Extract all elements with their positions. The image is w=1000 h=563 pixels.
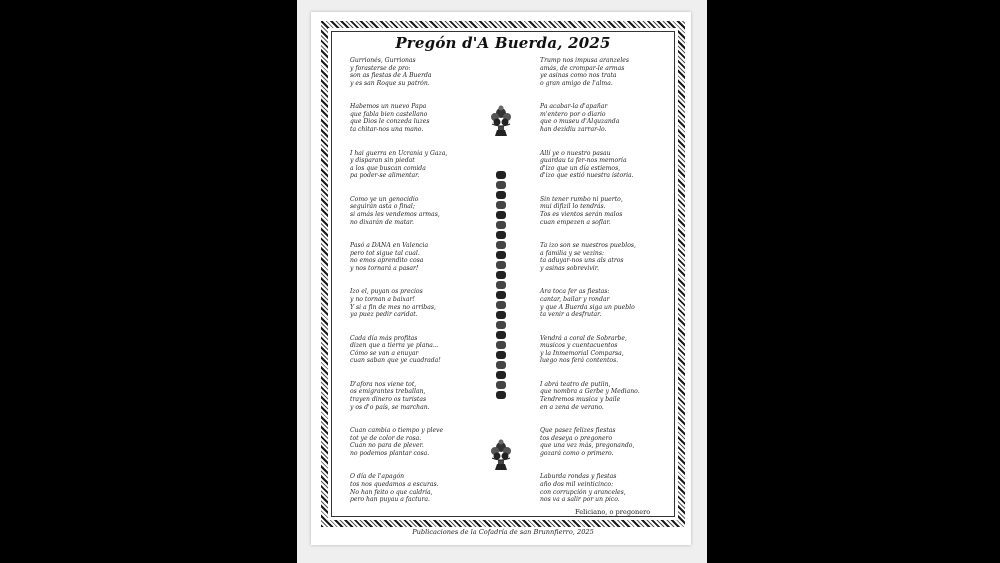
- verse-line: y os d'o país, se marchan.: [350, 403, 430, 411]
- chain-link: [496, 231, 506, 239]
- chain-link: [496, 291, 506, 299]
- stanza: [350, 196, 490, 226]
- chain-link: [496, 381, 506, 389]
- stanza: [540, 57, 680, 87]
- verse-line: tot ye de color de rosa.: [350, 434, 422, 442]
- chain-link: [496, 181, 506, 189]
- stanza: [540, 103, 680, 133]
- chain-link: [496, 281, 506, 289]
- verse-line: No han feito o que caldría,: [350, 488, 433, 496]
- page-title: Pregón d'A Buerda, 2025: [395, 34, 611, 52]
- verse-line: y disparan sin piedat: [350, 157, 415, 165]
- verse-line: luego nos ferá contentos.: [540, 357, 619, 365]
- chain-link: [496, 271, 506, 279]
- verse-line: tos nos quedamos a escuras.: [350, 480, 439, 488]
- verse-line: que fabla bien castellano: [350, 110, 428, 118]
- chain-link: [496, 341, 506, 349]
- verse-line: a familia y se vezins:: [540, 249, 605, 257]
- publisher-footer: Publicaciones de la Cofadría de san Brunnfierro, 2025: [412, 528, 594, 536]
- verse-line: que nombra a Gerbe y Mediano.: [540, 388, 640, 396]
- verse-line: seguirán asta o final;: [350, 203, 415, 211]
- verse-line: que Dios le conzeda luzes: [350, 118, 430, 126]
- verse-line: ta aduyar-nos uns als atros: [540, 257, 624, 265]
- verse-line: dizen que a tierra ye plana...: [350, 342, 439, 350]
- verse-line: Habemos un nuevo Papa: [350, 103, 427, 111]
- chain-link: [496, 301, 506, 309]
- verse-line: son as fiestas de A Buerda: [350, 72, 432, 80]
- verse-line: I abrá teatro de putiin,: [540, 380, 611, 388]
- signature: Feliciano, o pregonero: [575, 508, 651, 516]
- verse-line: Cuan cambia o tiempo y pleve: [350, 427, 444, 435]
- stanza: [540, 288, 680, 318]
- verse-line: Ara toca fer as fiestas:: [540, 288, 610, 296]
- chain-link: [496, 191, 506, 199]
- verse-line: tos deseya o pregonero: [540, 434, 613, 442]
- chain-link: [496, 201, 506, 209]
- verse-line: Cada día más profitas: [350, 334, 418, 342]
- verse-line: cuan saban que ye cuadrada!: [350, 357, 441, 365]
- chain-link: [496, 261, 506, 269]
- verse-line: amás, de crompar-le armas: [540, 64, 625, 72]
- chain-link: [496, 171, 506, 179]
- verse-line: Pa acabar-la d'apañar: [540, 103, 608, 111]
- verse-line: y nos tornará a pasar!: [350, 264, 419, 272]
- stanza: [540, 335, 680, 365]
- verse-line: guardau ta fer-nos memoria: [540, 157, 627, 165]
- verse-line: han dezidiu zarrar-lo.: [540, 126, 607, 134]
- verse-line: d'izo que un día estiemos,: [540, 164, 621, 172]
- stanza: [540, 150, 680, 180]
- verse-line: ta venir a desfrutar.: [540, 311, 602, 319]
- verse-line: Vendrá a coral de Sobrarbe,: [540, 334, 627, 342]
- chain-link: [496, 251, 506, 259]
- stanza: [540, 381, 680, 411]
- verse-line: o gran amigo de l'alma.: [540, 79, 613, 87]
- stanza: [350, 242, 490, 272]
- verse-line: con corrupción y aranceles,: [540, 488, 626, 496]
- floral-vase-ornament-icon: [489, 438, 513, 472]
- verse-line: Sin tener rumbo ni puerto,: [540, 195, 623, 203]
- verse-line: en a zena de verano.: [540, 403, 604, 411]
- verse-line: y forasterse de pro:: [350, 64, 411, 72]
- verse-line: Izo el, puyan os precios: [350, 288, 423, 296]
- verse-line: O día de l'apagón: [350, 473, 405, 481]
- chain-link: [496, 391, 506, 399]
- verse-line: I hai guerra en Ucrania y Gaza,: [350, 149, 448, 157]
- verse-line: pa poder-se alimentar.: [350, 172, 420, 180]
- chain-link: [496, 211, 506, 219]
- chain-link: [496, 371, 506, 379]
- verse-line: Allí ye o nuestro pasau: [540, 149, 611, 157]
- verse-line: no dixarán de matar.: [350, 218, 414, 226]
- verse-line: Cómo se van a enuyar: [350, 349, 419, 357]
- stanza: [540, 196, 680, 226]
- verse-line: mui difizil lo tendrás.: [540, 203, 606, 211]
- verse-line: si amás les vendemos armas,: [350, 210, 440, 218]
- verse-line: Trump nos impusa aranzeles: [540, 57, 630, 64]
- verse-line: que o museu d'Alquzanda: [540, 118, 620, 126]
- verse-line: y no tornan a baixar!: [350, 295, 415, 303]
- verse-line: Ta izo son se nuestros pueblos,: [540, 242, 636, 250]
- verse-line: y la Inmemorial Comparsa,: [540, 349, 624, 357]
- verse-line: Pasó a DANA en Valencia: [350, 242, 429, 250]
- verse-line: os emigrantes treballan,: [350, 388, 426, 396]
- verse-line: gozará como o primero.: [540, 449, 614, 457]
- stanza: [350, 473, 490, 503]
- verse-line: ya puez pedir caridat.: [350, 311, 418, 319]
- verse-line: trayen dinero os turistas: [350, 396, 427, 404]
- stanza: [350, 381, 490, 411]
- verse-line: Y si a fin de mes no arribas,: [350, 303, 436, 311]
- verse-line: musicos y cuentacuentos: [540, 342, 618, 350]
- chain-link: [496, 351, 506, 359]
- verse-line: m'entero por o diario: [540, 110, 606, 118]
- verse-line: D'afora nos viene tot,: [350, 380, 417, 388]
- stanza: [540, 242, 680, 272]
- chain-link: [496, 361, 506, 369]
- verse-line: ye asinas como nos trata: [540, 72, 617, 80]
- stanza: [350, 335, 490, 365]
- verse-line: no podemos plantar cosa.: [350, 449, 430, 457]
- verse-line: Laburda rondas y fiestas: [540, 473, 617, 481]
- chain-link: [496, 241, 506, 249]
- verse-line: Tos es vientos serán malos: [540, 210, 623, 218]
- stanza: [350, 427, 490, 457]
- stanza: [350, 103, 490, 133]
- left-poem-column: [350, 57, 490, 520]
- verse-line: Que pasez felizes fiestas: [540, 427, 616, 435]
- stanza: [540, 473, 680, 503]
- verse-line: que una vez más, pregonando,: [540, 442, 635, 450]
- chain-link: [496, 221, 506, 229]
- stanza: [350, 288, 490, 318]
- verse-line: y es san Roque su patrón.: [350, 79, 430, 87]
- verse-line: a los que buscan comida: [350, 164, 426, 172]
- stanza: [350, 150, 490, 180]
- verse-line: Como ye un genocidio: [350, 195, 419, 203]
- verse-line: nos va a salir por un pico.: [540, 496, 620, 504]
- chain-link: [496, 321, 506, 329]
- verse-line: cantar, bailar y rondar: [540, 295, 610, 303]
- verse-line: d'izo que estió nuestra istoria.: [540, 172, 634, 180]
- verse-line: Cuan no para de plever.: [350, 442, 424, 450]
- stanza: [540, 427, 680, 457]
- verse-line: pero tot sigue tal cual.: [350, 249, 420, 257]
- verse-line: año dos mil veinticinco:: [540, 480, 614, 488]
- verse-line: cuan empezen a soflar.: [540, 218, 611, 226]
- chain-link: [496, 311, 506, 319]
- chain-ornament-icon: [494, 170, 508, 400]
- verse-line: Tendremos musica y baile: [540, 396, 621, 404]
- verse-line: ta chitar-nos una mano.: [350, 126, 424, 134]
- verse-line: y que A Buerda siga un pueblo: [540, 303, 635, 311]
- verse-line: Gurrionés, Gurrionas: [350, 57, 416, 64]
- verse-line: y asinas sobrevivir.: [540, 264, 599, 272]
- verse-line: no emos aprendito cosa: [350, 257, 424, 265]
- stanza: [350, 57, 490, 87]
- chain-link: [496, 331, 506, 339]
- verse-line: pero han puyau a factura.: [350, 496, 430, 504]
- right-poem-column: [540, 57, 680, 520]
- floral-vase-ornament-icon: [489, 104, 513, 138]
